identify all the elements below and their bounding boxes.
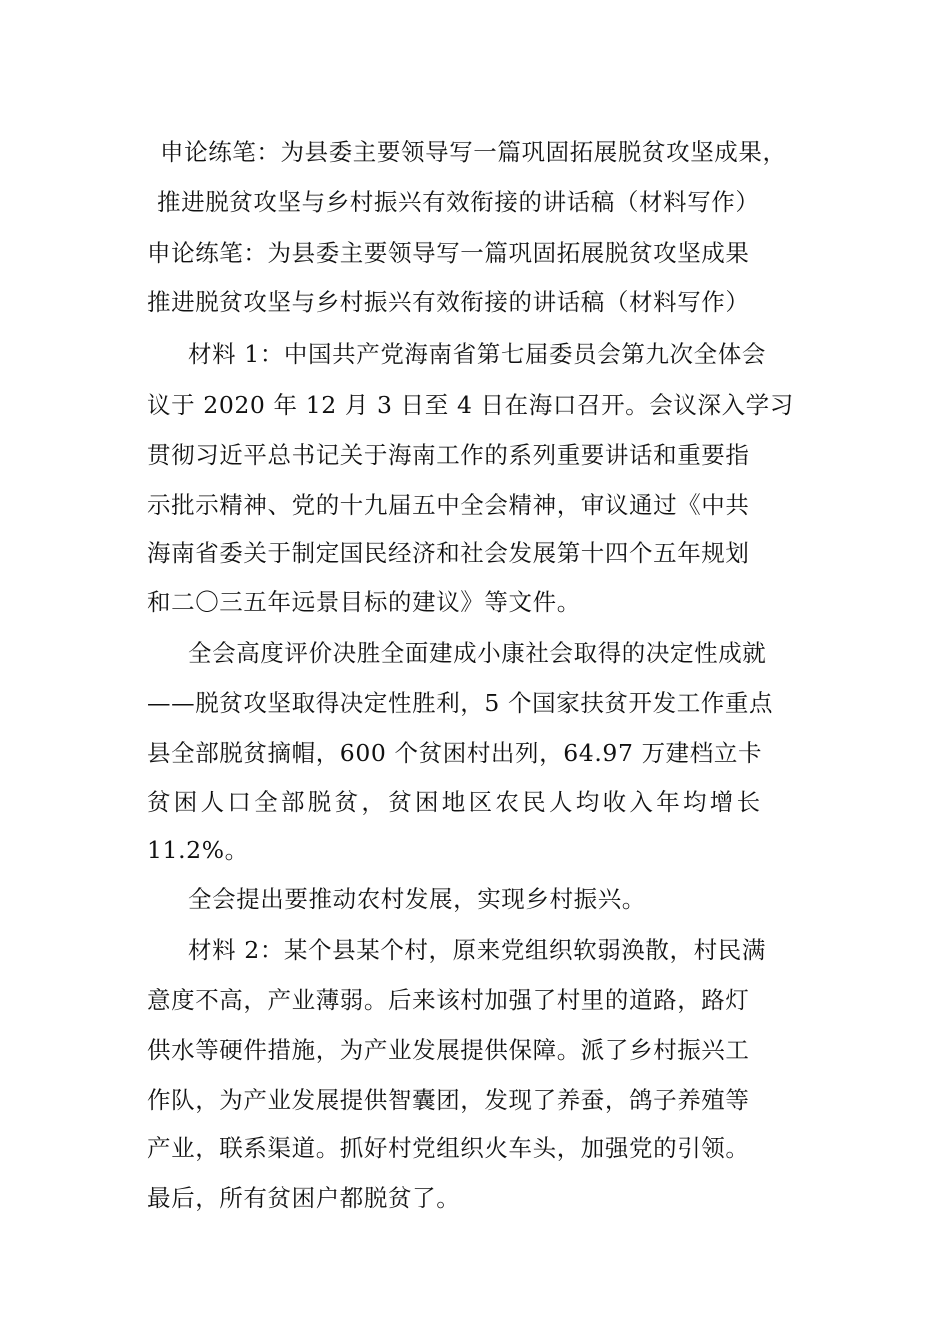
document-subtitle-line-2: 推进脱贫攻坚与乡村振兴有效衔接的讲话稿（材料写作）: [147, 288, 750, 316]
paragraph-2-line-5: 11.2%。: [147, 836, 249, 864]
paragraph-4-line-5: 产业，联系渠道。抓好村党组织火车头，加强党的引领。: [147, 1134, 750, 1162]
document-title-line-2: 推进脱贫攻坚与乡村振兴有效衔接的讲话稿（材料写作）: [157, 188, 760, 216]
document-title-line-1: 申论练笔：为县委主要领导写一篇巩固拓展脱贫攻坚成果，: [160, 138, 787, 166]
paragraph-4-line-4: 作队，为产业发展提供智囊团，发现了养蚕，鸽子养殖等: [147, 1086, 750, 1114]
document-subtitle-line-1: 申论练笔：为县委主要领导写一篇巩固拓展脱贫攻坚成果: [147, 239, 750, 267]
paragraph-2-line-3: 县全部脱贫摘帽，600 个贫困村出列，64.97 万建档立卡: [147, 739, 763, 767]
paragraph-1-line-5: 海南省委关于制定国民经济和社会发展第十四个五年规划: [147, 539, 750, 567]
paragraph-4-line-1: 材料 2：某个县某个村，原来党组织软弱涣散，村民满: [188, 936, 766, 964]
paragraph-1-line-3: 贯彻习近平总书记关于海南工作的系列重要讲话和重要指: [147, 441, 750, 469]
paragraph-1-line-2: 议于 2020 年 12 月 3 日至 4 日在海口召开。会议深入学习: [147, 391, 794, 419]
paragraph-4-line-6: 最后，所有贫困户都脱贫了。: [147, 1184, 461, 1212]
paragraph-1-line-6: 和二〇三五年远景目标的建议》等文件。: [147, 588, 581, 616]
paragraph-4-line-3: 供水等硬件措施，为产业发展提供保障。派了乡村振兴工: [147, 1036, 750, 1064]
paragraph-2-line-4: 贫困人口全部脱贫，贫困地区农民人均收入年均增长: [147, 788, 764, 816]
paragraph-3-line-1: 全会提出要推动农村发展，实现乡村振兴。: [188, 885, 646, 913]
paragraph-2-line-2: ——脱贫攻坚取得决定性胜利，5 个国家扶贫开发工作重点: [147, 689, 774, 717]
paragraph-1-line-4: 示批示精神、党的十九届五中全会精神，审议通过《中共: [147, 491, 750, 519]
paragraph-1-line-1: 材料 1：中国共产党海南省第七届委员会第九次全体会: [188, 340, 766, 368]
paragraph-2-line-1: 全会高度评价决胜全面建成小康社会取得的决定性成就: [188, 639, 767, 667]
paragraph-4-line-2: 意度不高，产业薄弱。后来该村加强了村里的道路，路灯: [147, 986, 750, 1014]
